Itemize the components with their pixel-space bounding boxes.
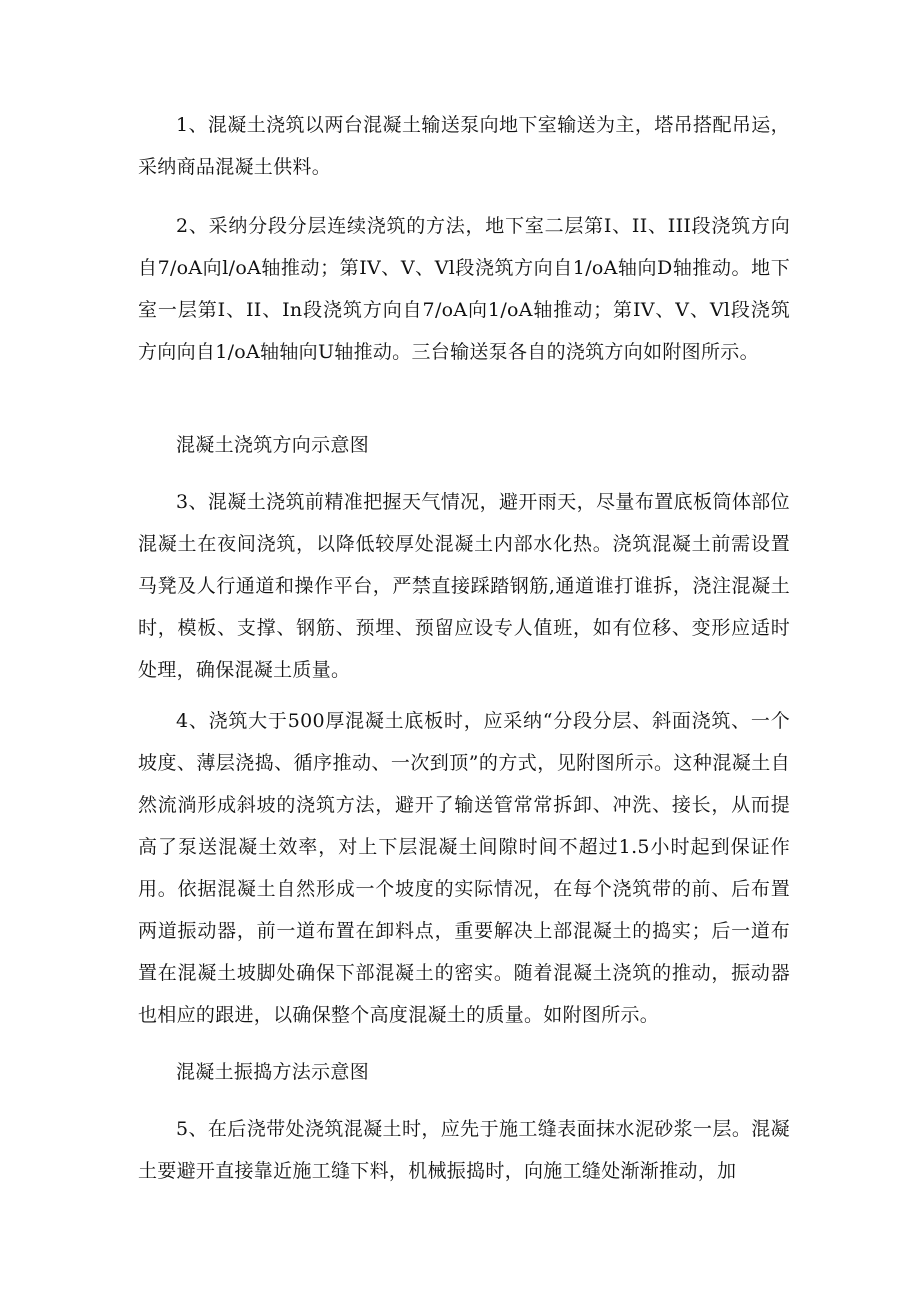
paragraph-4: 4、浇筑大于500厚混凝土底板时，应采纳“分段分层、斜面浇筑、一个坡度、薄层浇捣、循序推动、一次到顶”的方式，见附图所示。这种混凝土自然流淌形成斜坡的浇筑方法，避开了输送管常常拆卸、冲洗、接长，从而提高了泵送混凝土效率，对上下层混凝土间隙时间不超过1.5小时起到保证作用。依据混凝土自然形成一个坡度的实际情况，在每个浇筑带的前、后布置两道振动器，前一道布置在卸料点，重要解决上部混凝土的捣实；后一道布置在混凝土坡脚处确保下部混凝土的密实。随着混凝土浇筑的推动，振动器也相应的跟进，以确保整个高度混凝土的质量。如附图所示。 bbox=[138, 710, 790, 1026]
paragraph-2: 2、采纳分段分层连续浇筑的方法，地下室二层第I、II、III段浇筑方向自7/oA向l/oA轴推动；第IV、V、Vl段浇筑方向自1/oA轴向D轴推动。地下室一层第I、II、In段浇筑方向自7/oA向1/oA轴推动；第IV、V、Vl段浇筑方向向自1/oA轴轴向U轴推动。三台输送泵各自的浇筑方向如附图所示。 bbox=[138, 215, 790, 363]
paragraph-3: 3、混凝土浇筑前精准把握天气情况，避开雨天，尽量布置底板筒体部位混凝土在夜间浇筑，以降低较厚处混凝土内部水化热。浇筑混凝土前需设置马凳及人行通道和操作平台，严禁直接踩踏钢筋,通道谁打谁拆，浇注混凝土时，模板、支撑、钢筋、预埋、预留应设专人值班，如有位移、变形应适时处理，确保混凝土质量。 bbox=[138, 491, 790, 681]
figure-caption-vibration-method: 混凝土振捣方法示意图 bbox=[176, 1061, 370, 1083]
paragraph-1: 1、混凝土浇筑以两台混凝土输送泵向地下室输送为主，塔吊搭配吊运，采纳商品混凝土供料。 bbox=[138, 114, 790, 178]
paragraph-5: 5、在后浇带处浇筑混凝土时，应先于施工缝表面抹水泥砂浆一层。混凝土要避开直接靠近施工缝下料，机械振捣时，向施工缝处渐渐推动，加 bbox=[138, 1118, 790, 1182]
figure-caption-pouring-direction: 混凝土浇筑方向示意图 bbox=[176, 434, 370, 456]
